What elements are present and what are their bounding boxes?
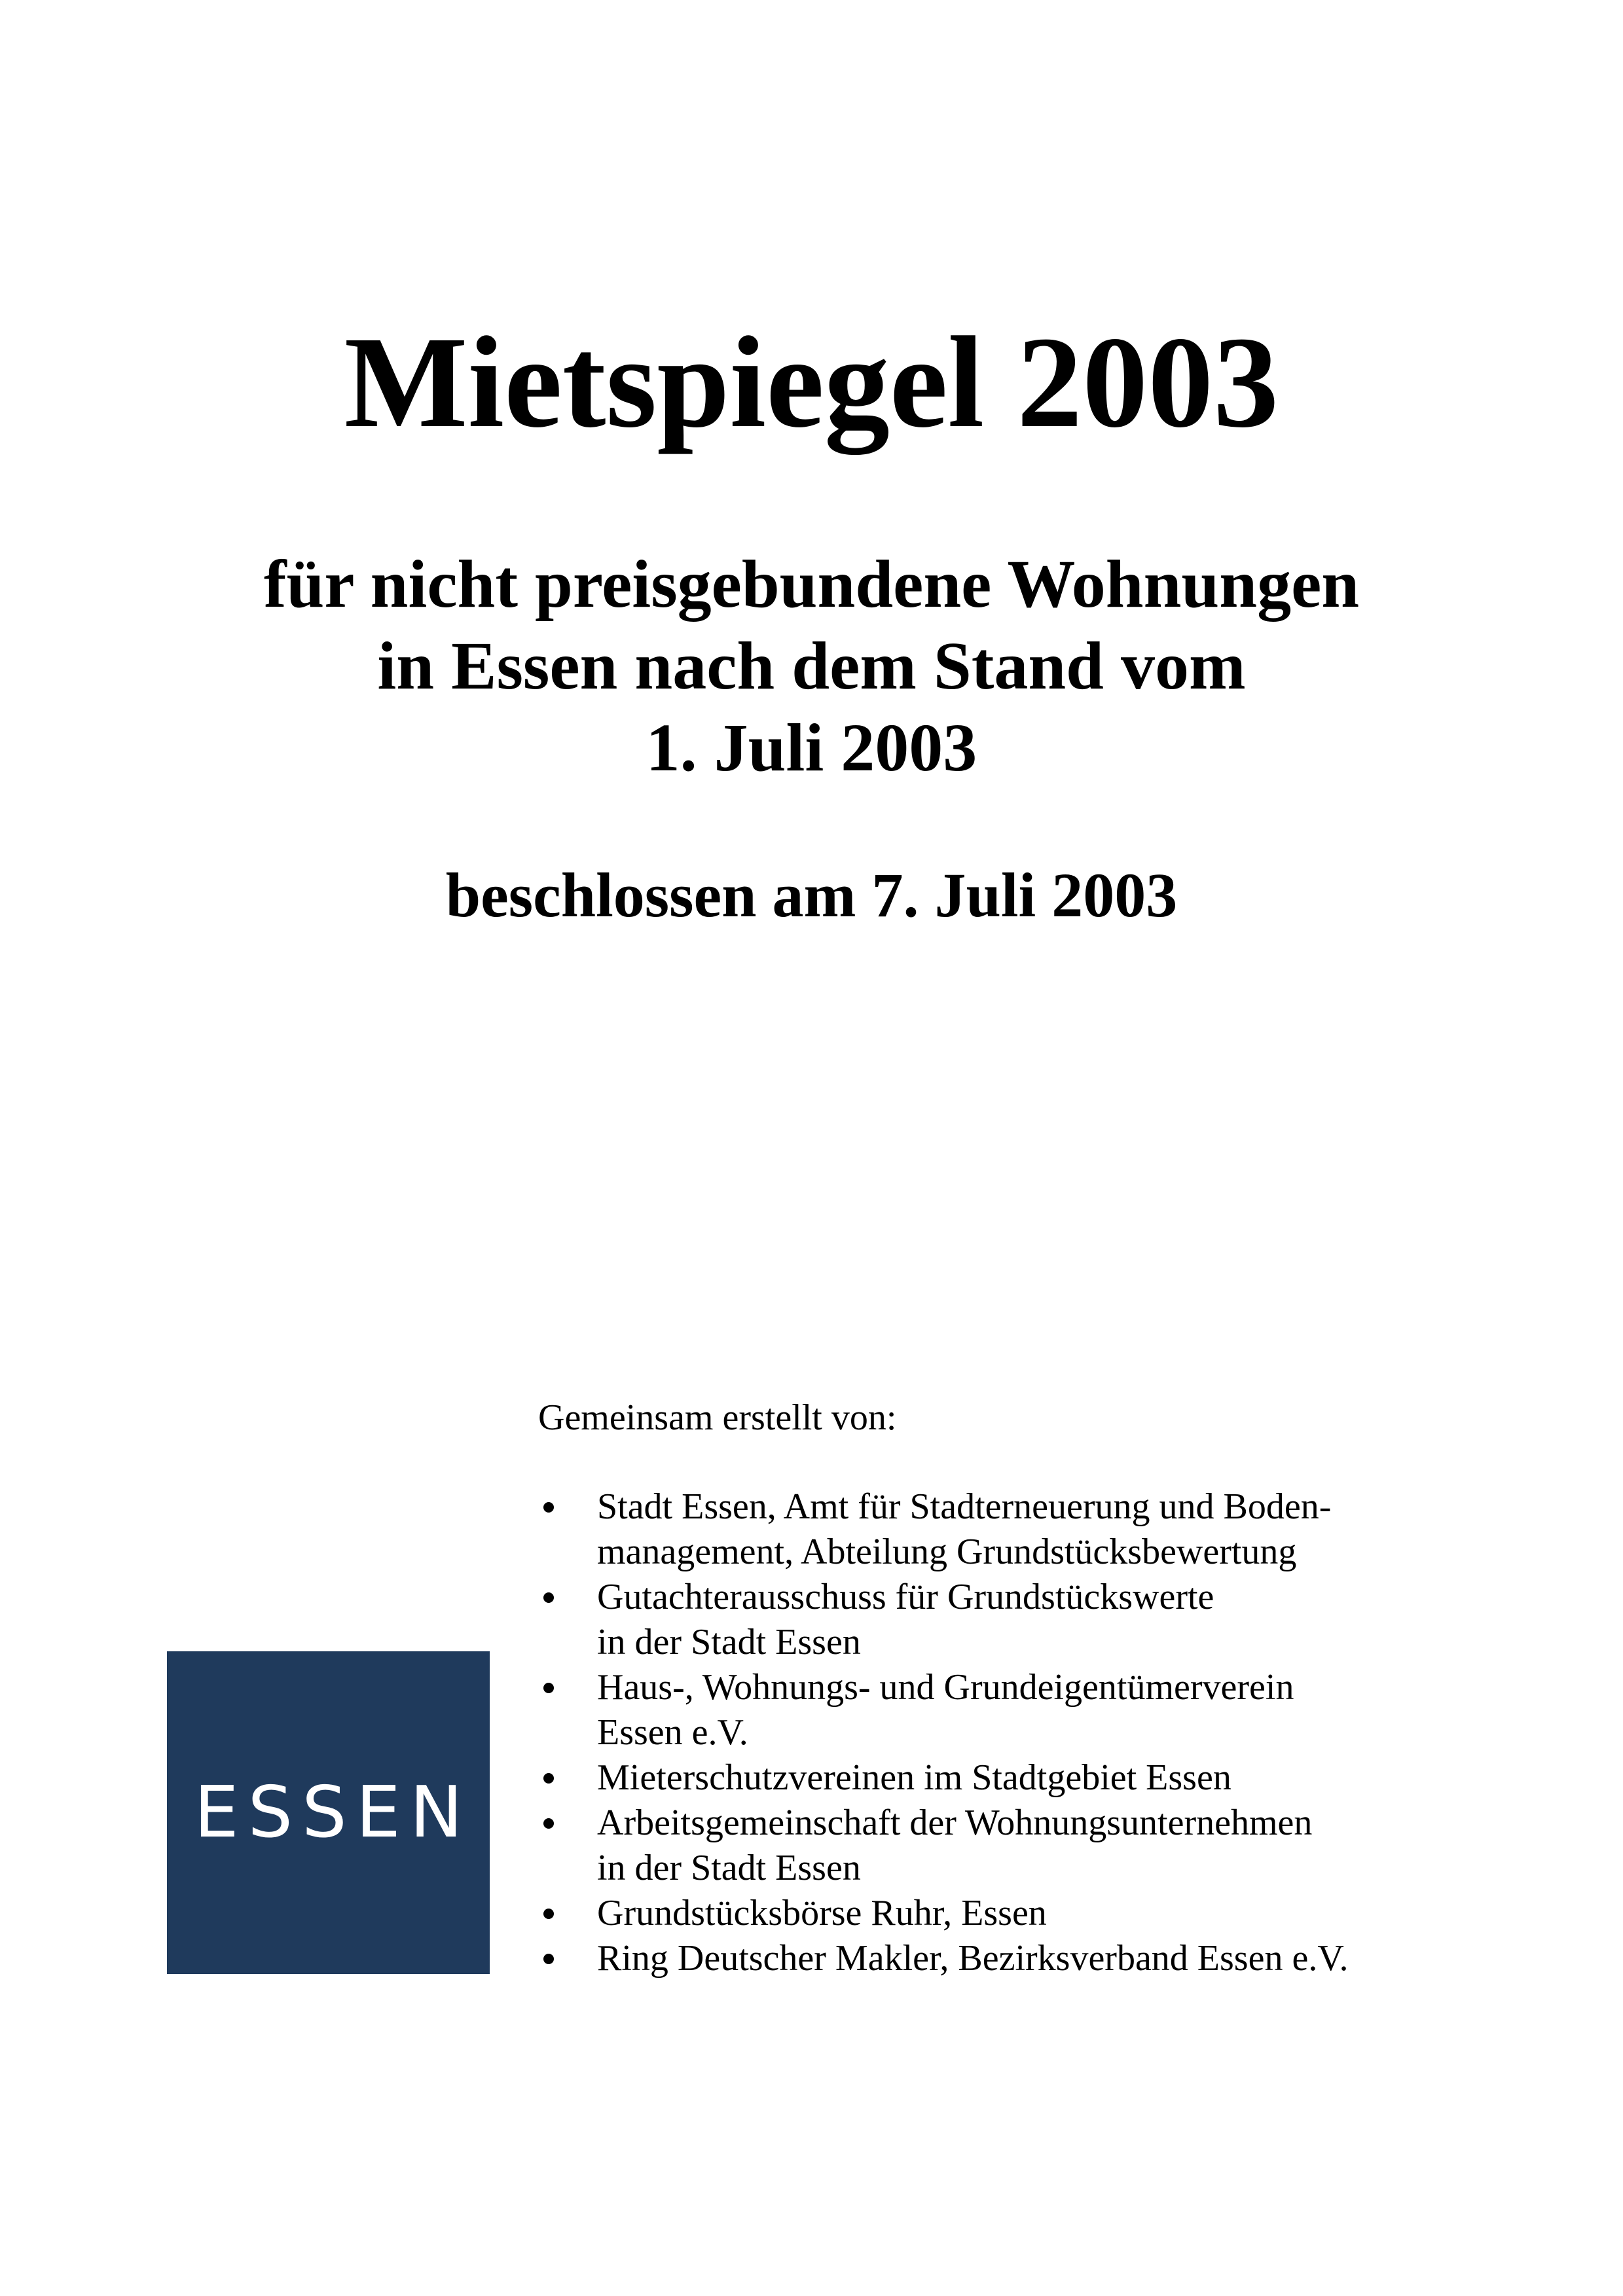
list-item-line: in der Stadt Essen <box>597 1848 861 1888</box>
bullet-icon <box>543 1502 554 1513</box>
subtitle-line: 1. Juli 2003 <box>646 710 977 785</box>
list-item-line: Arbeitsgemeinschaft der Wohnungsunternehmen <box>597 1803 1313 1843</box>
authors-intro: Gemeinsam erstellt von: <box>538 1397 897 1438</box>
list-item-line: Mieterschutzvereinen im Stadtgebiet Essen <box>597 1757 1231 1798</box>
list-item <box>538 1484 1599 1575</box>
list-item-line: in der Stadt Essen <box>597 1622 861 1662</box>
list-item-line: Grundstücksbörse Ruhr, Essen <box>597 1893 1047 1933</box>
bullet-icon <box>543 1592 554 1603</box>
essen-logo <box>167 1651 490 1974</box>
authors-section <box>538 1395 1599 1981</box>
list-item <box>538 1801 1599 1891</box>
bullet-icon <box>543 1954 554 1964</box>
subtitle <box>0 543 1623 789</box>
bullet-icon <box>543 1818 554 1829</box>
list-item <box>538 1891 1599 1936</box>
bullet-icon <box>543 1683 554 1693</box>
list-item <box>538 1755 1599 1801</box>
list-item <box>538 1665 1599 1755</box>
list-item <box>538 1936 1599 1981</box>
list-item-line: Gutachterausschuss für Grundstückswerte <box>597 1577 1214 1617</box>
subtitle-line: für nicht preisgebundene Wohnungen <box>263 547 1360 622</box>
bullet-icon <box>543 1909 554 1919</box>
logo-text: ESSEN <box>194 1771 472 1854</box>
decision-date: beschlossen am 7. Juli 2003 <box>445 860 1178 930</box>
list-item-line: Ring Deutscher Makler, Bezirksverband Essen e.V. <box>597 1938 1349 1979</box>
list-item-line: Essen e.V. <box>597 1712 748 1753</box>
list-item <box>538 1575 1599 1665</box>
list-item-line: Haus-, Wohnungs- und Grundeigentümerverein <box>597 1667 1294 1708</box>
list-item-line: Stadt Essen, Amt für Stadterneuerung und Boden- <box>597 1486 1332 1527</box>
authors-list <box>538 1484 1599 1981</box>
page-title: Mietspiegel 2003 <box>344 310 1279 455</box>
list-item-line: management, Abteilung Grundstücksbewertung <box>597 1532 1297 1572</box>
bullet-icon <box>543 1773 554 1784</box>
subtitle-line: in Essen nach dem Stand vom <box>377 628 1246 704</box>
